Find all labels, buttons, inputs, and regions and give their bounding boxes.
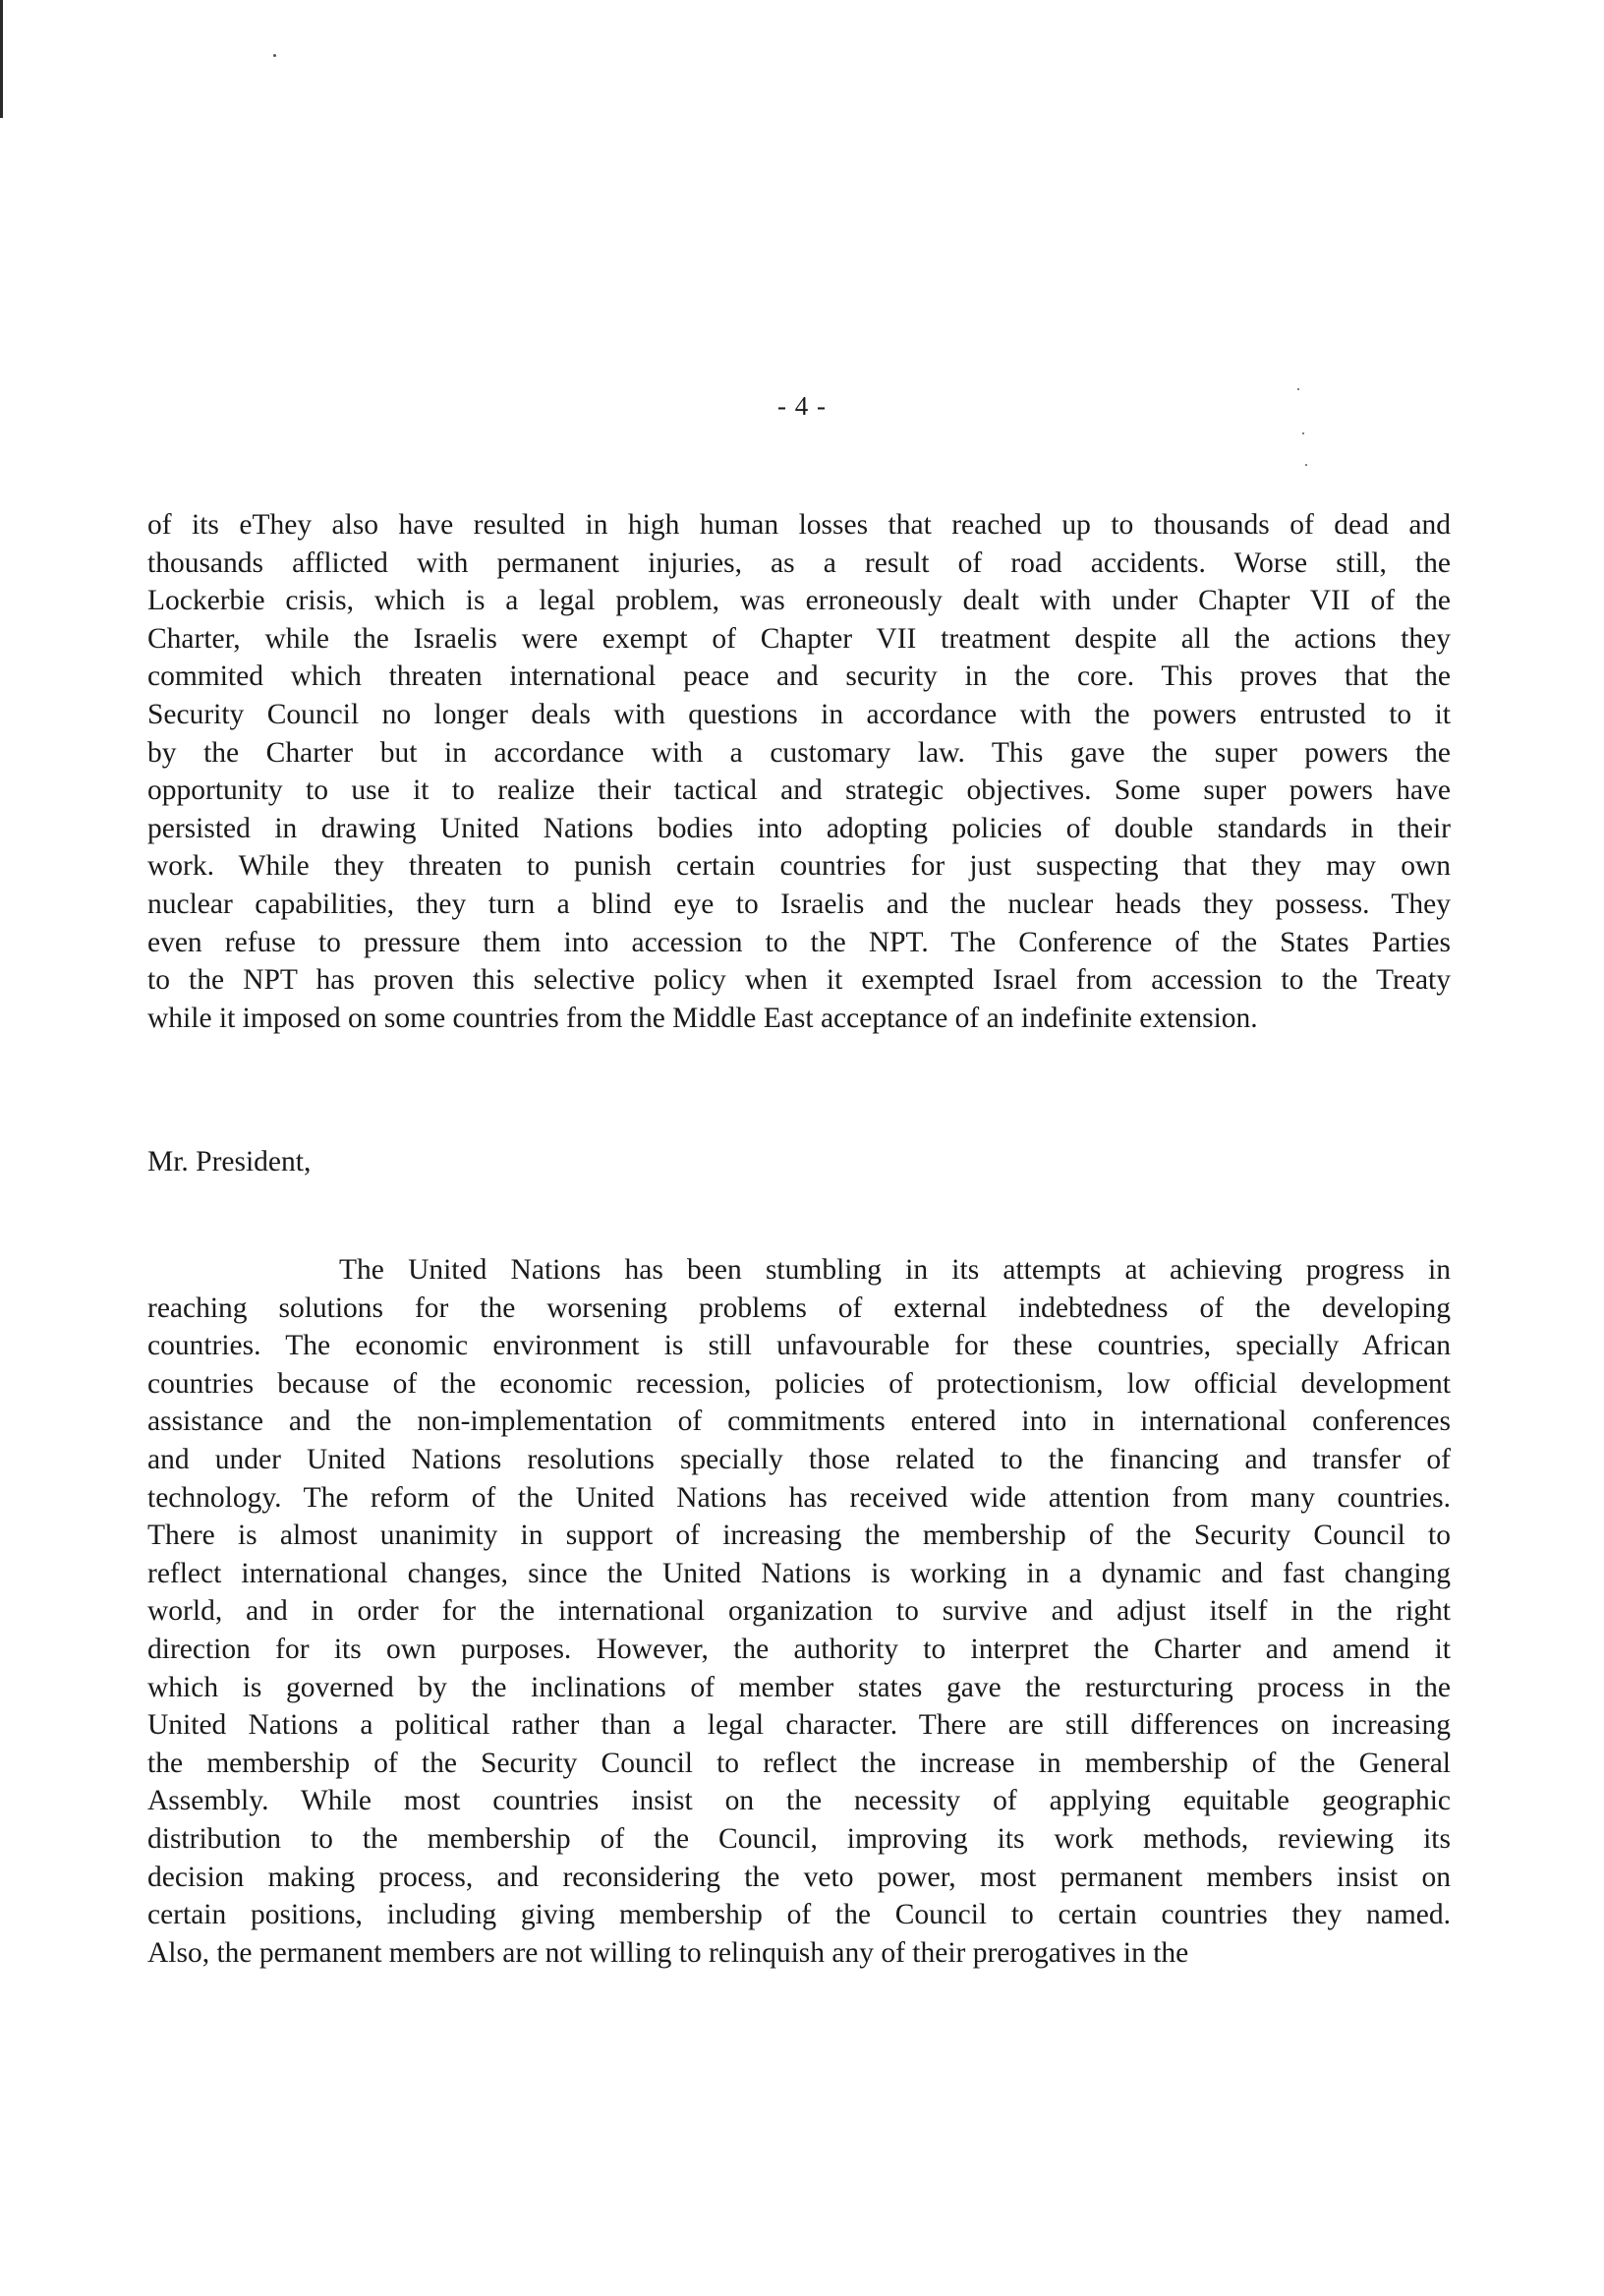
- text-line: the membership of the Security Council to reflect the increase in membership of the General: [147, 1747, 1451, 1779]
- text-line: technology. The reform of the United Nations has received wide attention from many countries.: [147, 1481, 1451, 1514]
- text-line: while it imposed on some countries from the Middle East acceptance of an indefinite extension.: [147, 1002, 1258, 1034]
- scan-speck: [273, 54, 276, 57]
- text-line: There is almost unanimity in support of increasing the membership of the Security Council to: [147, 1520, 1451, 1552]
- text-line: world, and in order for the international organization to survive and adjust itself in the right: [147, 1595, 1451, 1628]
- text-line: direction for its own purposes. However, the authority to interpret the Charter and amend it: [147, 1634, 1451, 1665]
- text-line: thousands afflicted with permanent injuries, as a result of road accidents. Worse still, the: [147, 546, 1451, 579]
- text-line: even refuse to pressure them into accession to the NPT. The Conference of the States Parties: [147, 926, 1451, 958]
- text-line: countries because of the economic recession, policies of protectionism, low official development: [147, 1367, 1451, 1400]
- text-line: by the Charter but in accordance with a customary law. This gave the super powers the: [147, 736, 1451, 769]
- scan-speck: [1302, 432, 1304, 434]
- text-line: work. While they threaten to punish certain countries for just suspecting that they may own: [147, 850, 1451, 883]
- scan-edge-mark: [0, 0, 3, 118]
- text-line: reaching solutions for the worsening problems of external indebtedness of the developing: [147, 1292, 1451, 1324]
- text-line: of its eThey also have resulted in high human losses that reached up to thousands of dead and: [147, 509, 1451, 541]
- text-line: which is governed by the inclinations of member states gave the resturcturing process in the: [147, 1671, 1451, 1703]
- scan-speck: [1297, 388, 1299, 390]
- text-line: and under United Nations resolutions specially those related to the financing and transfer of: [147, 1444, 1451, 1475]
- text-line: decision making process, and reconsidering the veto power, most permanent members insist on: [147, 1861, 1451, 1893]
- text-line: countries. The economic environment is still unfavourable for these countries, specially African: [147, 1330, 1451, 1362]
- text-line: The United Nations has been stumbling in its attempts at achieving progress in: [339, 1254, 1451, 1286]
- text-line: Lockerbie crisis, which is a legal problem, was erroneously dealt with under Chapter VII of the: [147, 585, 1451, 617]
- text-line: distribution to the membership of the Council, improving its work methods, reviewing its: [147, 1823, 1451, 1855]
- text-line: to the NPT has proven this selective policy when it exempted Israel from accession to the Treaty: [147, 964, 1451, 997]
- page-number: - 4 -: [777, 391, 827, 421]
- scan-speck: [1305, 464, 1307, 466]
- salutation: Mr. President,: [147, 1146, 312, 1177]
- text-line: Also, the permanent members are not willing to relinquish any of their prerogatives in the: [147, 1936, 1189, 1969]
- text-line: persisted in drawing United Nations bodies into adopting policies of double standards in their: [147, 812, 1451, 844]
- text-line: nuclear capabilities, they turn a blind eye to Israelis and the nuclear heads they possess. They: [147, 889, 1451, 920]
- text-line: Charter, while the Israelis were exempt of Chapter VII treatment despite all the actions they: [147, 622, 1451, 655]
- text-line: opportunity to use it to realize their tactical and strategic objectives. Some super powers have: [147, 775, 1451, 807]
- text-line: Security Council no longer deals with questions in accordance with the powers entrusted to it: [147, 699, 1451, 730]
- text-line: commited which threaten international peace and security in the core. This proves that the: [147, 660, 1451, 693]
- text-line: reflect international changes, since the United Nations is working in a dynamic and fast changing: [147, 1557, 1451, 1589]
- text-line: Assembly. While most countries insist on the necessity of applying equitable geographic: [147, 1785, 1451, 1817]
- text-line: assistance and the non-implementation of commitments entered into in international conferences: [147, 1406, 1451, 1438]
- text-line: certain positions, including giving membership of the Council to certain countries they named.: [147, 1899, 1451, 1931]
- text-line: United Nations a political rather than a legal character. There are still differences on increasing: [147, 1709, 1451, 1742]
